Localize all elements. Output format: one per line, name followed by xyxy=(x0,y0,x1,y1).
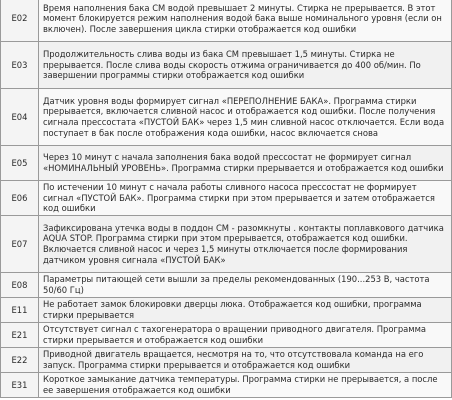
table-row xyxy=(1,273,452,298)
error-code: E21 xyxy=(1,323,39,348)
error-description: Зафиксирована утечка воды в поддон СМ - разомкнуты . контакты поплавкового датчика AQUA STOP. Программа стирки при этом прерывается, отображается код ошибки. Включается сливной насос и через 1,5 минуты отключается после формирования датчиком уровня сигнала «ПУСТОЙ БАК» xyxy=(39,216,452,273)
error-code: E02 xyxy=(1,0,39,42)
error-description: По истечении 10 минут с начала работы сливного насоса прессостат не формирует сигнал «ПУСТОЙ БАК». Программа стирки при этом прерывается и затем отображается код ошибки xyxy=(39,181,452,216)
error-code: E07 xyxy=(1,216,39,273)
table-row xyxy=(1,348,452,373)
table-row xyxy=(1,298,452,323)
error-description: Короткое замыкание датчика температуры. Программа стирки не прерывается, а после ее завершения отображается код ошибки xyxy=(39,373,452,398)
error-code: E08 xyxy=(1,273,39,298)
error-description: Датчик уровня воды формирует сигнал «ПЕРЕПОЛНЕНИЕ БАКА». Программа стирки прерывается, включается сливной насос и отображается код ошибки. После получения сигнала прессостата «ПУСТОЙ БАК» через 1,5 мин сливной насос отключается. Если вода поступает в бак после отображения кода ошибки, насос включается снова xyxy=(39,89,452,146)
error-code: E06 xyxy=(1,181,39,216)
error-code: E11 xyxy=(1,298,39,323)
table-row xyxy=(1,216,452,273)
error-code: E05 xyxy=(1,146,39,181)
table-row xyxy=(1,146,452,181)
error-description: Отсутствует сигнал с тахогенератора о вращении приводного двигателя. Программа стирки прерывается и отображается код ошибки xyxy=(39,323,452,348)
error-code: E22 xyxy=(1,348,39,373)
error-description: Параметры питающей сети вышли за пределы рекомендованных (190...253 В, частота 50/60 Гц) xyxy=(39,273,452,298)
table-row xyxy=(1,42,452,89)
table-row xyxy=(1,373,452,398)
error-description: Приводной двигатель вращается, несмотря на то, что отсутствовала команда на его запуск. Программа стирки прерывается и отображается код ошибки xyxy=(39,348,452,373)
error-description: Время наполнения бака СМ водой превышает 2 минуты. Стирка не прерывается. В этот момент блокируется режим наполнения водой бака выше номинального уровня (если он включен). После завершения цикла стирки отображается код ошибки xyxy=(39,0,452,42)
error-description: Через 10 минут с начала заполнения бака водой прессостат не формирует сигнал «НОМИНАЛЬНЫЙ УРОВЕНЬ». Программа стирки прерывается и отображается код ошибки xyxy=(39,146,452,181)
table-row xyxy=(1,323,452,348)
error-description: Не работает замок блокировки дверцы люка. Отображается код ошибки, программа стирки прерывается xyxy=(39,298,452,323)
error-code: E04 xyxy=(1,89,39,146)
table-row xyxy=(1,0,452,42)
error-description: Продолжительность слива воды из бака СМ превышает 1,5 минуты. Стирка не прерывается. После слива воды скорость отжима ограничивается до 400 об/мин. По завершении программы стирки отображается код ошибки xyxy=(39,42,452,89)
error-code: E03 xyxy=(1,42,39,89)
error-code: E31 xyxy=(1,373,39,398)
table-row xyxy=(1,89,452,146)
table-row xyxy=(1,181,452,216)
